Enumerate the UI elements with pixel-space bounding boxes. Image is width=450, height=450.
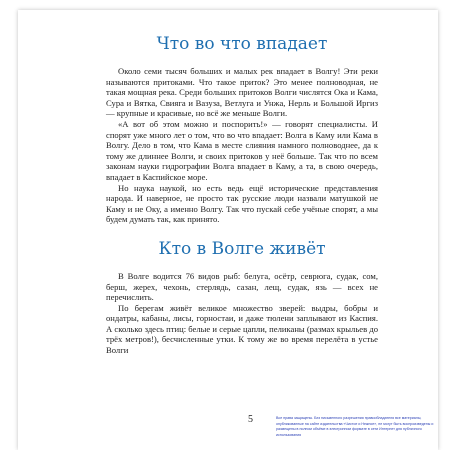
page-content [106, 20, 378, 356]
paragraph: Но наука наукой, но есть ведь ещё исторические представления народа. И наверное, не просто так русские люди назвали матушкой не Каму и не Оку, а именно Волгу. Так что пускай себе учёные спорят, а мы будем думать так, как принято. [106, 182, 378, 225]
paragraph: В Волге водится 76 видов рыб: белуга, осётр, севрюга, судак, сом, берш, жерех, чехонь, стерлядь, сазан, лещ, судак, язь — всех не перечислить. [106, 270, 378, 303]
section-title-wildlife: Кто в Волге живёт [158, 238, 326, 259]
paragraph: По берегам живёт великое множество зверей: выдры, бобры и ондатры, кабаны, лисы, горностаи, и даже тюлени заплывают из Каспия. А сколько здесь птиц: белые и серые цапли, пеликаны (размах крыльев до трёх метров!), бесчисленные утки. К тому же во время перелёта в устье Волги [106, 302, 378, 356]
paragraph: «А вот об этом можно и поспорить!» — говорят специалисты. И спорят уже много лет о том, что во что впадает: Волга в Каму или Кама в Волгу. Дело в том, что Кама в месте слияния намного полноводнее, да к тому же длиннее Волги, и своих притоков у неё больше. Так что по всем законам науки гидрографии Волга впадает в Каму, а та, в свою очередь, впадает в Каспийское море. [106, 118, 378, 182]
page-footer [106, 414, 432, 444]
section-text-wildlife [106, 271, 378, 356]
section-text-tributaries [106, 66, 378, 225]
paragraph: Около семи тысяч больших и малых рек впадает в Волгу! Эти реки называются притоками. Что такое приток? Это менее полноводная, не такая мощная река. Среди больших притоков Волги числятся Ока и Кама, Сура и Вятка, Свияга и Вазуза, Ветлуга и Унжа, Нерль и Большой Иргиз — крупные и красивые, но всё же меньше Волги. [106, 66, 378, 119]
book-page [18, 10, 438, 450]
copyright-notice: Все права защищены. Без письменного разрешения правообладателя все материалы, опубликованные на сайте издательства «Чистое и Нежное», не могут быть воспроизведены и размещены в полном объёме в электронном формате в сети Интернет для публичного использования [276, 416, 434, 437]
page-number: 5 [248, 414, 253, 425]
section-title-tributaries: Что во что впадает [156, 34, 328, 54]
